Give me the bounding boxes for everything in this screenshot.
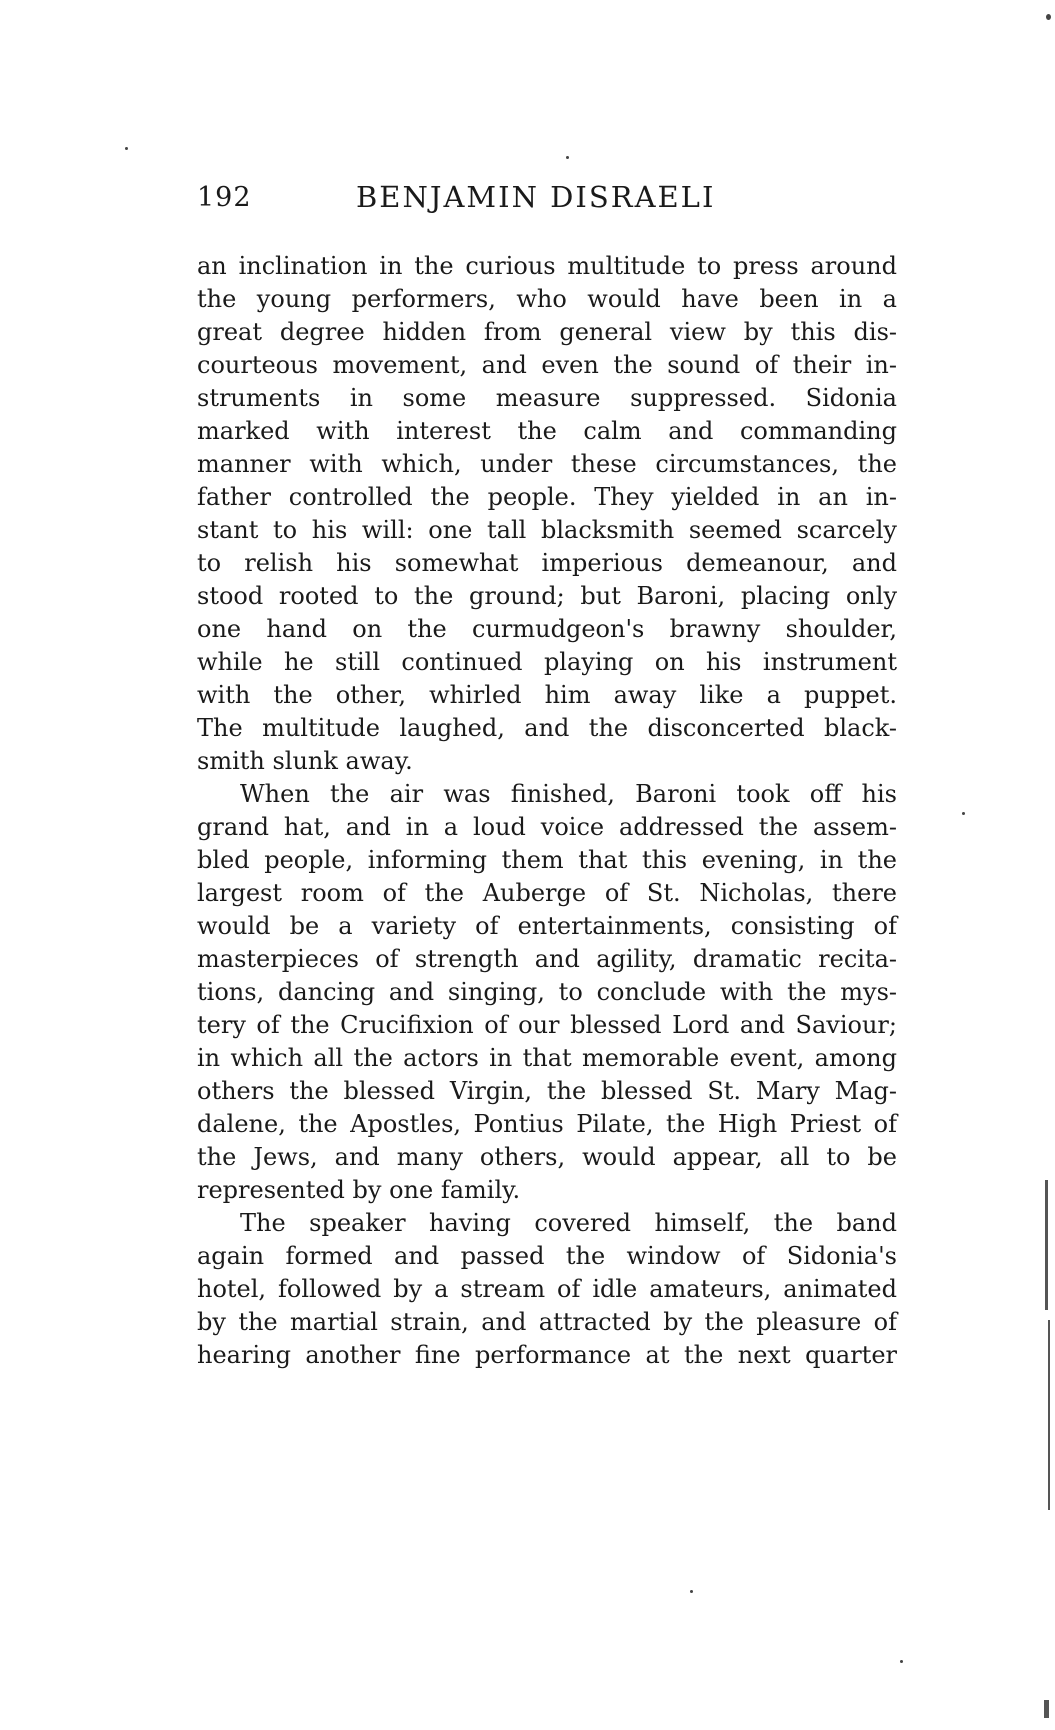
- text-line: stant to his will: one tall blacksmith seemed scarcely: [197, 516, 897, 544]
- text-line: The speaker having covered himself, the band: [240, 1209, 897, 1237]
- text-line: by the martial strain, and attracted by the pleasure of: [197, 1308, 897, 1336]
- text-line: When the air was finished, Baroni took off his: [240, 780, 897, 808]
- text-line: hotel, followed by a stream of idle amateurs, animated: [197, 1275, 897, 1303]
- binding-edge-mark: [1045, 1180, 1048, 1310]
- text-line: others the blessed Virgin, the blessed St. Mary Mag-: [197, 1077, 897, 1105]
- text-line: masterpieces of strength and agility, dramatic recita-: [197, 945, 897, 973]
- text-line: tery of the Crucifixion of our blessed Lord and Saviour;: [197, 1011, 897, 1039]
- text-line: in which all the actors in that memorable event, among: [197, 1044, 897, 1072]
- text-line: stood rooted to the ground; but Baroni, placing only: [197, 582, 897, 610]
- binding-edge-mark: [1044, 1700, 1049, 1718]
- text-line: dalene, the Apostles, Pontius Pilate, the High Priest of: [197, 1110, 897, 1138]
- text-line: represented by one family.: [197, 1176, 521, 1204]
- text-line: to relish his somewhat imperious demeanour, and: [197, 549, 897, 577]
- text-line: grand hat, and in a loud voice addressed the assem-: [197, 813, 897, 841]
- text-line: while he still continued playing on his instrument: [197, 648, 897, 676]
- text-line: hearing another fine performance at the next quarter: [197, 1341, 897, 1369]
- text-line: manner with which, under these circumstances, the: [197, 450, 897, 478]
- text-line: father controlled the people. They yielded in an in-: [197, 483, 897, 511]
- text-line: the young performers, who would have been in a: [197, 285, 897, 313]
- text-line: struments in some measure suppressed. Sidonia: [197, 384, 897, 412]
- scan-speck: [125, 147, 128, 150]
- page-number: 192: [197, 182, 252, 213]
- scan-speck: [900, 1660, 903, 1663]
- text-line: smith slunk away.: [197, 747, 413, 775]
- text-line: an inclination in the curious multitude to press around: [197, 252, 897, 280]
- text-line: would be a variety of entertainments, consisting of: [197, 912, 897, 940]
- scan-speck: [566, 156, 569, 159]
- text-line: the Jews, and many others, would appear, all to be: [197, 1143, 897, 1171]
- text-line: with the other, whirled him away like a puppet.: [197, 681, 897, 709]
- body-text: [197, 250, 897, 1372]
- text-line: again formed and passed the window of Sidonia's: [197, 1242, 897, 1270]
- text-line: tions, dancing and singing, to conclude with the mys-: [197, 978, 897, 1006]
- running-head-title: BENJAMIN DISRAELI: [356, 180, 716, 214]
- text-line: marked with interest the calm and commanding: [197, 417, 897, 445]
- text-line: The multitude laughed, and the disconcerted black-: [197, 714, 897, 742]
- text-line: courteous movement, and even the sound of their in-: [197, 351, 897, 379]
- page-header: [197, 182, 897, 226]
- scan-speck: [1046, 14, 1051, 20]
- text-line: bled people, informing them that this evening, in the: [197, 846, 897, 874]
- text-line: one hand on the curmudgeon's brawny shoulder,: [197, 615, 897, 643]
- scan-speck: [690, 1590, 693, 1593]
- text-line: great degree hidden from general view by this dis-: [197, 318, 897, 346]
- scan-speck: [962, 812, 965, 815]
- binding-edge-mark: [1048, 1320, 1050, 1510]
- text-line: largest room of the Auberge of St. Nicholas, there: [197, 879, 897, 907]
